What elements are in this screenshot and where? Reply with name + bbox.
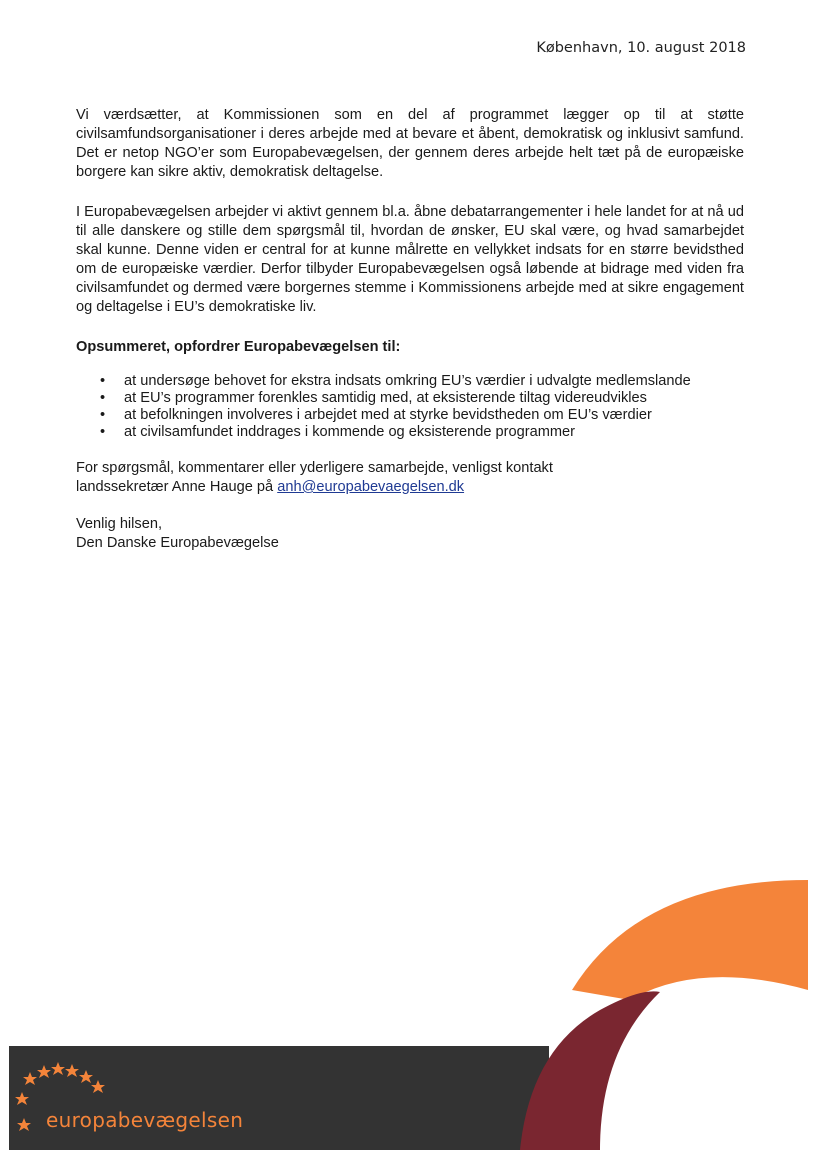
summary-heading: Opsummeret, opfordrer Europabevægelsen til: [76, 339, 401, 355]
contact-line: For spørgsmål, kommentarer eller yderligere samarbejde, venligst kontakt [76, 460, 553, 476]
list-item: • at EU’s programmer forenkles samtidig med, at eksisterende tiltag videreudvikles [124, 390, 744, 407]
closing-greeting: Venlig hilsen, [76, 516, 163, 532]
paragraph-1: Vi værdsætter, at Kommissionen som en del af programmet lægger op til at støtte civilsamfundsorganisationer i deres arbejde med at bevare et åbent, demokratisk og inklusivt samfund. Det er netop NGO’er som Europabevægelsen, der gennem deres arbejde helt tæt på de europæiske borgere kan sikre aktiv, demokratisk deltagelse. [76, 107, 744, 180]
paragraph-2: I Europabevægelsen arbejder vi aktivt gennem bl.a. åbne debatarrangementer i hele landet for at nå ud til alle danskere og stille dem spørgsmål til, hvordan de ønsker, EU skal være, og hvad samarbejdet skal kunne. Denne viden er central for at kunne målrette en vellykket indsats for en større bevidsthed om de europæiske værdier. Derfor tilbyder Europabevægelsen også løbende at bidrage med viden fra civilsamfundet og dermed være borgernes stemme i Kommissionens arbejde med at sikre engagement og deltagelse i EU’s demokratiske liv. [76, 204, 744, 315]
footer-band [9, 1046, 549, 1150]
signature: Den Danske Europabevægelse [76, 535, 279, 551]
list-item: • at undersøge behovet for ekstra indsats omkring EU’s værdier i udvalgte medlemslande [124, 373, 744, 390]
contact-prefix: landssekretær Anne Hauge på [76, 479, 274, 495]
brand-logo-text: europabevægelsen [46, 1108, 244, 1132]
letter-date: København, 10. august 2018 [536, 40, 746, 56]
orange-arc [572, 880, 808, 1000]
list-item: • at civilsamfundet inddrages i kommende og eksisterende programmer [124, 424, 744, 441]
list-item: • at befolkningen involveres i arbejdet med at styrke bevidstheden om EU’s værdier [124, 407, 744, 424]
email-link[interactable]: anh@europabevaegelsen.dk [277, 479, 465, 495]
